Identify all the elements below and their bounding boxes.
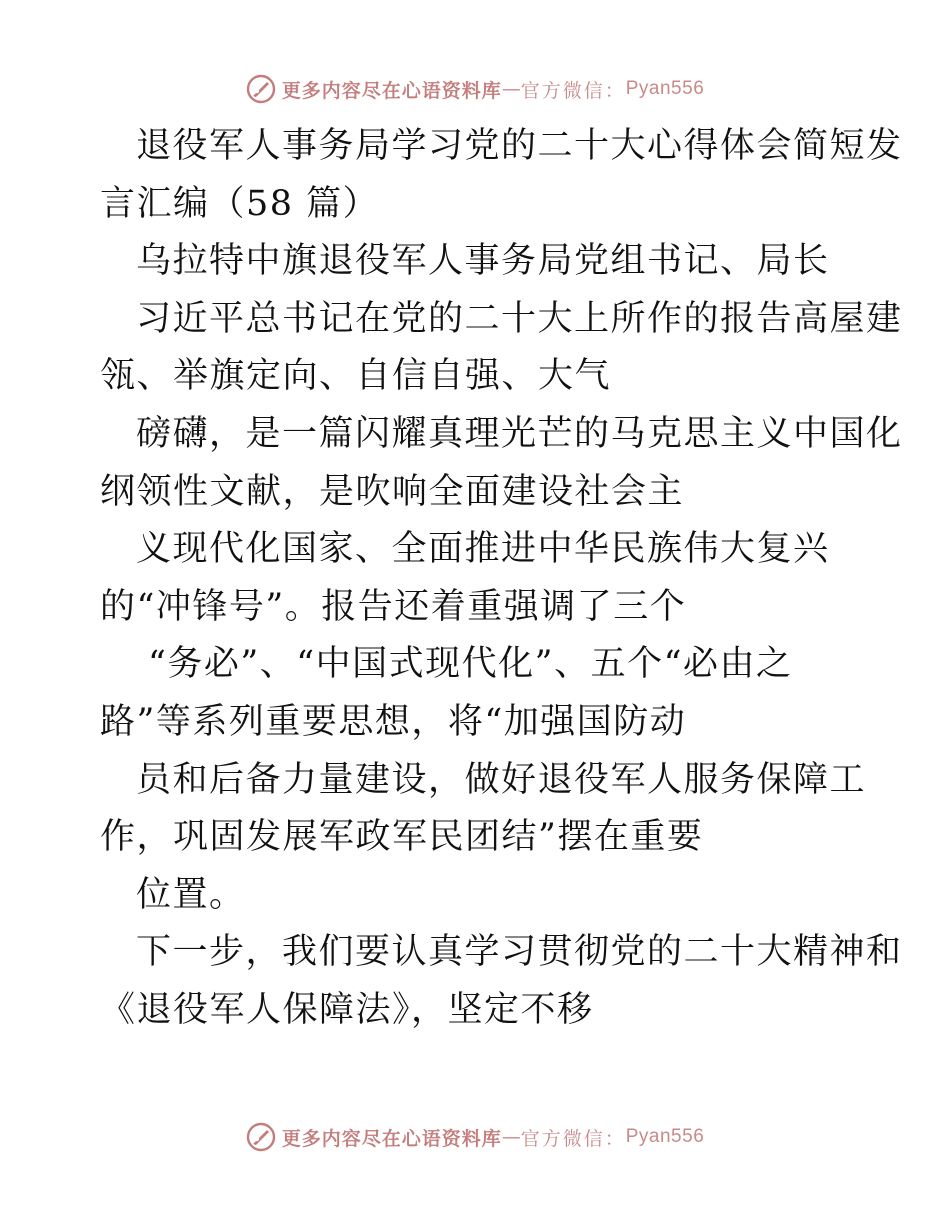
watermark-account: Pyan556 [625,78,705,99]
body-line: 瓴、举旗定向、自信自强、大气 [100,356,612,397]
quill-pen-badge-icon [246,74,276,104]
watermark-label: 官方微信： [520,79,626,102]
watermark-account: Pyan556 [625,1126,705,1147]
body-line: 习近平总书记在党的二十大上所作的报告高屋建 [136,298,903,339]
body-line: 纲领性文献，是吹响全面建设社会主 [100,471,685,512]
body-line: 位置。 [136,874,246,915]
body-line: 义现代化国家、全面推进中华民族伟大复兴 [136,529,830,570]
watermark-header [0,74,950,104]
body-line: 作，巩固发展军政军民团结”摆在重要 [100,817,704,858]
author-line: 乌拉特中旗退役军人事务局党组书记、局长 [136,241,830,282]
watermark-brand: 更多内容尽在心语资料库 [281,1127,502,1150]
watermark-dash: — [501,78,521,100]
body-line: 磅礴，是一篇闪耀真理光芒的马克思主义中国化 [136,413,903,454]
body-line: 下一步，我们要认真学习贯彻党的二十大精神和 [136,932,903,973]
body-line: 的“冲锋号”。报告还着重强调了三个 [100,586,687,627]
body-line: 员和后备力量建设，做好退役军人服务保障工 [136,759,867,800]
body-line: 《退役军人保障法》，坚定不移 [100,989,594,1030]
watermark-label: 官方微信： [520,1127,626,1150]
watermark-dash: — [501,1126,521,1148]
title-line-2: 言汇编（58 篇） [100,183,380,224]
body-line: 路”等系列重要思想，将“加强国防动 [100,701,687,742]
watermark-brand: 更多内容尽在心语资料库 [281,79,502,102]
title-line-1: 退役军人事务局学习党的二十大心得体会简短发 [136,126,903,166]
body-line: “务必”、“中国式现代化”、五个“必由之 [148,644,793,685]
watermark-footer [0,1122,950,1152]
quill-pen-badge-icon [246,1122,276,1152]
document-body [100,118,903,1040]
